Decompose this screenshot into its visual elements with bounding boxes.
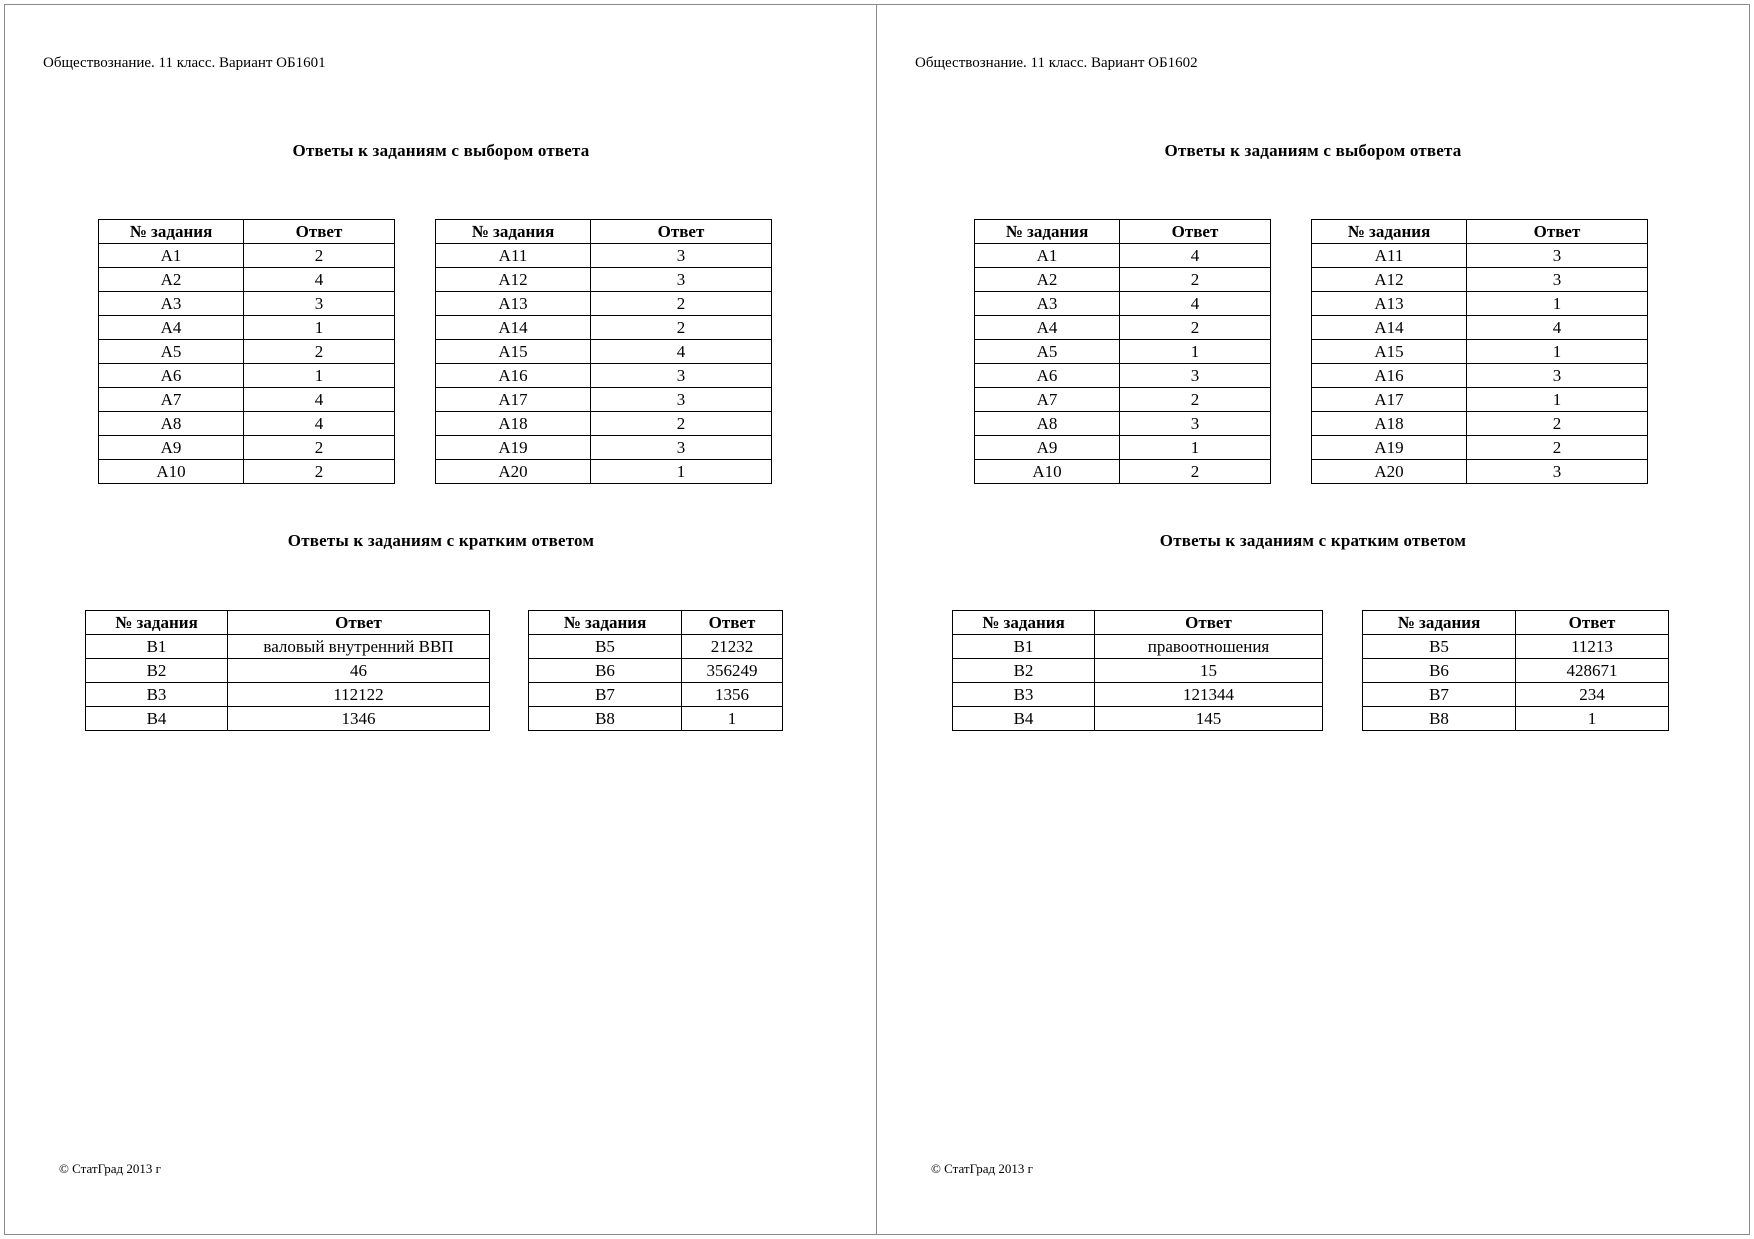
table-row [975, 268, 1271, 292]
answer-cell: 112122 [228, 683, 490, 707]
answer-cell: 3 [1467, 460, 1648, 484]
task-cell: A7 [975, 388, 1120, 412]
task-cell: A15 [436, 340, 591, 364]
column-header-task: № задания [99, 220, 244, 244]
table-row [436, 316, 772, 340]
answer-cell: 2 [1120, 268, 1271, 292]
task-cell: B2 [953, 659, 1095, 683]
answer-cell: 1 [244, 364, 395, 388]
answer-cell: 3 [591, 436, 772, 460]
table-row [529, 707, 783, 731]
table-row [975, 412, 1271, 436]
task-cell: A17 [1312, 388, 1467, 412]
table-header-row [953, 611, 1323, 635]
answer-cell: 356249 [682, 659, 783, 683]
column-header-answer: Ответ [244, 220, 395, 244]
task-cell: A7 [99, 388, 244, 412]
task-cell: A17 [436, 388, 591, 412]
answer-cell: 3 [591, 364, 772, 388]
table-row [1312, 460, 1648, 484]
task-cell: A14 [436, 316, 591, 340]
task-cell: A13 [1312, 292, 1467, 316]
task-cell: A9 [99, 436, 244, 460]
answer-cell: 3 [591, 244, 772, 268]
choice-answers-table-left [974, 219, 1271, 484]
task-cell: B5 [529, 635, 682, 659]
short-answers-table-right [528, 610, 783, 731]
answer-cell: 11213 [1516, 635, 1669, 659]
task-cell: A12 [1312, 268, 1467, 292]
task-cell: A2 [975, 268, 1120, 292]
answer-cell: 4 [591, 340, 772, 364]
table-header-row [529, 611, 783, 635]
column-header-task: № задания [953, 611, 1095, 635]
table-header-row [1312, 220, 1648, 244]
answer-cell: 3 [1467, 244, 1648, 268]
table-row [1363, 707, 1669, 731]
task-cell: B7 [1363, 683, 1516, 707]
task-cell: A13 [436, 292, 591, 316]
task-cell: B3 [86, 683, 228, 707]
answer-cell: 3 [1120, 364, 1271, 388]
task-cell: A8 [975, 412, 1120, 436]
table-row [1312, 412, 1648, 436]
task-cell: A6 [975, 364, 1120, 388]
answer-cell: 2 [591, 292, 772, 316]
answer-cell: 15 [1095, 659, 1323, 683]
table-row [975, 316, 1271, 340]
answer-cell: 1 [1467, 340, 1648, 364]
answer-cell: 3 [1467, 364, 1648, 388]
task-cell: B1 [86, 635, 228, 659]
answer-cell: 145 [1095, 707, 1323, 731]
table-row [1312, 292, 1648, 316]
task-cell: A18 [1312, 412, 1467, 436]
answer-cell: правоотношения [1095, 635, 1323, 659]
table-row [436, 292, 772, 316]
column-header-answer: Ответ [1120, 220, 1271, 244]
choice-answers-title: Ответы к заданиям с выбором ответа [292, 141, 590, 160]
task-cell: A8 [99, 412, 244, 436]
table-header-row [1363, 611, 1669, 635]
answer-cell: 121344 [1095, 683, 1323, 707]
task-cell: A20 [1312, 460, 1467, 484]
table-row [99, 364, 395, 388]
answer-cell: 1356 [682, 683, 783, 707]
table-row [1312, 244, 1648, 268]
answer-cell: 2 [244, 340, 395, 364]
column-header-task: № задания [436, 220, 591, 244]
answer-cell: 3 [1120, 412, 1271, 436]
table-row [99, 292, 395, 316]
choice-answers-table-right [1311, 219, 1648, 484]
task-cell: A1 [99, 244, 244, 268]
task-cell: B1 [953, 635, 1095, 659]
table-row [953, 683, 1323, 707]
task-cell: B4 [86, 707, 228, 731]
table-row [99, 316, 395, 340]
page-header: Обществознание. 11 класс. Вариант ОБ1601 [43, 55, 326, 71]
table-row [975, 388, 1271, 412]
column-header-task: № задания [975, 220, 1120, 244]
copyright-footer: © СтатГрад 2013 г [59, 1161, 161, 1176]
choice-answers-table-right [435, 219, 772, 484]
task-cell: A3 [99, 292, 244, 316]
column-header-answer: Ответ [1516, 611, 1669, 635]
answer-cell: 1 [682, 707, 783, 731]
column-header-answer: Ответ [1095, 611, 1323, 635]
table-row [436, 388, 772, 412]
table-row [99, 460, 395, 484]
task-cell: B8 [1363, 707, 1516, 731]
answer-cell: 4 [1120, 244, 1271, 268]
short-answers-table-left [85, 610, 490, 731]
task-cell: A16 [1312, 364, 1467, 388]
table-header-row [99, 220, 395, 244]
answer-cell: 46 [228, 659, 490, 683]
task-cell: B6 [1363, 659, 1516, 683]
table-row [86, 707, 490, 731]
table-row [1363, 659, 1669, 683]
answer-cell: 2 [591, 316, 772, 340]
answer-cell: 1 [1120, 340, 1271, 364]
answer-cell: 4 [244, 268, 395, 292]
table-row [436, 460, 772, 484]
table-row [436, 412, 772, 436]
table-row [529, 659, 783, 683]
column-header-task: № задания [529, 611, 682, 635]
answer-cell: 1 [244, 316, 395, 340]
answer-cell: 2 [1467, 412, 1648, 436]
task-cell: B7 [529, 683, 682, 707]
table-row [1363, 683, 1669, 707]
short-answers-title: Ответы к заданиям с кратким ответом [1159, 531, 1467, 550]
answer-cell: 2 [1467, 436, 1648, 460]
answer-cell: 2 [1120, 316, 1271, 340]
table-row [1312, 268, 1648, 292]
column-header-task: № задания [1363, 611, 1516, 635]
table-row [975, 340, 1271, 364]
task-cell: A12 [436, 268, 591, 292]
task-cell: B8 [529, 707, 682, 731]
table-row [1312, 436, 1648, 460]
task-cell: A14 [1312, 316, 1467, 340]
table-row [1312, 316, 1648, 340]
answer-cell: 1 [1516, 707, 1669, 731]
table-row [436, 268, 772, 292]
task-cell: B3 [953, 683, 1095, 707]
task-cell: A16 [436, 364, 591, 388]
table-row [99, 244, 395, 268]
task-cell: A10 [99, 460, 244, 484]
table-row [1312, 340, 1648, 364]
page-variant-1 [4, 4, 878, 1235]
task-cell: A1 [975, 244, 1120, 268]
task-cell: A5 [99, 340, 244, 364]
table-row [99, 340, 395, 364]
answer-cell: 2 [244, 244, 395, 268]
answer-cell: 2 [244, 436, 395, 460]
task-cell: A3 [975, 292, 1120, 316]
task-cell: A4 [99, 316, 244, 340]
table-row [1363, 635, 1669, 659]
table-header-row [975, 220, 1271, 244]
answer-cell: 2 [1120, 388, 1271, 412]
short-answers-table-left [952, 610, 1323, 731]
table-row [975, 364, 1271, 388]
table-row [975, 460, 1271, 484]
answer-cell: 4 [244, 388, 395, 412]
answer-cell: 1 [1120, 436, 1271, 460]
table-row [953, 707, 1323, 731]
copyright-footer: © СтатГрад 2013 г [931, 1161, 1033, 1176]
table-row [975, 244, 1271, 268]
task-cell: A5 [975, 340, 1120, 364]
answer-cell: 428671 [1516, 659, 1669, 683]
page-variant-2 [876, 4, 1750, 1235]
task-cell: B6 [529, 659, 682, 683]
answer-cell: 4 [1467, 316, 1648, 340]
answer-cell: 2 [244, 460, 395, 484]
column-header-answer: Ответ [682, 611, 783, 635]
table-row [953, 635, 1323, 659]
task-cell: A6 [99, 364, 244, 388]
answer-cell: 2 [591, 412, 772, 436]
answer-cell: 1 [1467, 388, 1648, 412]
answer-cell: 4 [244, 412, 395, 436]
task-cell: A18 [436, 412, 591, 436]
answer-cell: 2 [1120, 460, 1271, 484]
answer-cell: 3 [244, 292, 395, 316]
choice-answers-title: Ответы к заданиям с выбором ответа [1164, 141, 1462, 160]
task-cell: A20 [436, 460, 591, 484]
page-header: Обществознание. 11 класс. Вариант ОБ1602 [915, 55, 1198, 71]
task-cell: B5 [1363, 635, 1516, 659]
column-header-answer: Ответ [1467, 220, 1648, 244]
column-header-task: № задания [86, 611, 228, 635]
task-cell: A11 [436, 244, 591, 268]
table-row [975, 292, 1271, 316]
task-cell: A19 [436, 436, 591, 460]
table-row [86, 683, 490, 707]
answer-cell: 234 [1516, 683, 1669, 707]
answer-cell: 3 [1467, 268, 1648, 292]
task-cell: A15 [1312, 340, 1467, 364]
short-answers-table-right [1362, 610, 1669, 731]
column-header-answer: Ответ [591, 220, 772, 244]
table-row [975, 436, 1271, 460]
table-row [529, 635, 783, 659]
table-row [99, 388, 395, 412]
table-row [436, 436, 772, 460]
task-cell: A9 [975, 436, 1120, 460]
table-row [436, 244, 772, 268]
answer-cell: 3 [591, 268, 772, 292]
task-cell: A4 [975, 316, 1120, 340]
table-row [99, 268, 395, 292]
column-header-answer: Ответ [228, 611, 490, 635]
answer-cell: 21232 [682, 635, 783, 659]
task-cell: A10 [975, 460, 1120, 484]
table-row [86, 659, 490, 683]
task-cell: A19 [1312, 436, 1467, 460]
column-header-task: № задания [1312, 220, 1467, 244]
answer-cell: 1 [1467, 292, 1648, 316]
answer-cell: 1346 [228, 707, 490, 731]
table-row [529, 683, 783, 707]
table-row [1312, 388, 1648, 412]
answer-cell: 4 [1120, 292, 1271, 316]
task-cell: B2 [86, 659, 228, 683]
table-row [99, 412, 395, 436]
task-cell: A11 [1312, 244, 1467, 268]
table-row [86, 635, 490, 659]
task-cell: A2 [99, 268, 244, 292]
choice-answers-table-left [98, 219, 395, 484]
table-header-row [86, 611, 490, 635]
answer-cell: 1 [591, 460, 772, 484]
table-row [436, 364, 772, 388]
table-row [436, 340, 772, 364]
table-row [953, 659, 1323, 683]
task-cell: B4 [953, 707, 1095, 731]
table-row [99, 436, 395, 460]
answer-cell: 3 [591, 388, 772, 412]
table-row [1312, 364, 1648, 388]
table-header-row [436, 220, 772, 244]
short-answers-title: Ответы к заданиям с кратким ответом [287, 531, 595, 550]
answer-cell: валовый внутренний ВВП [228, 635, 490, 659]
